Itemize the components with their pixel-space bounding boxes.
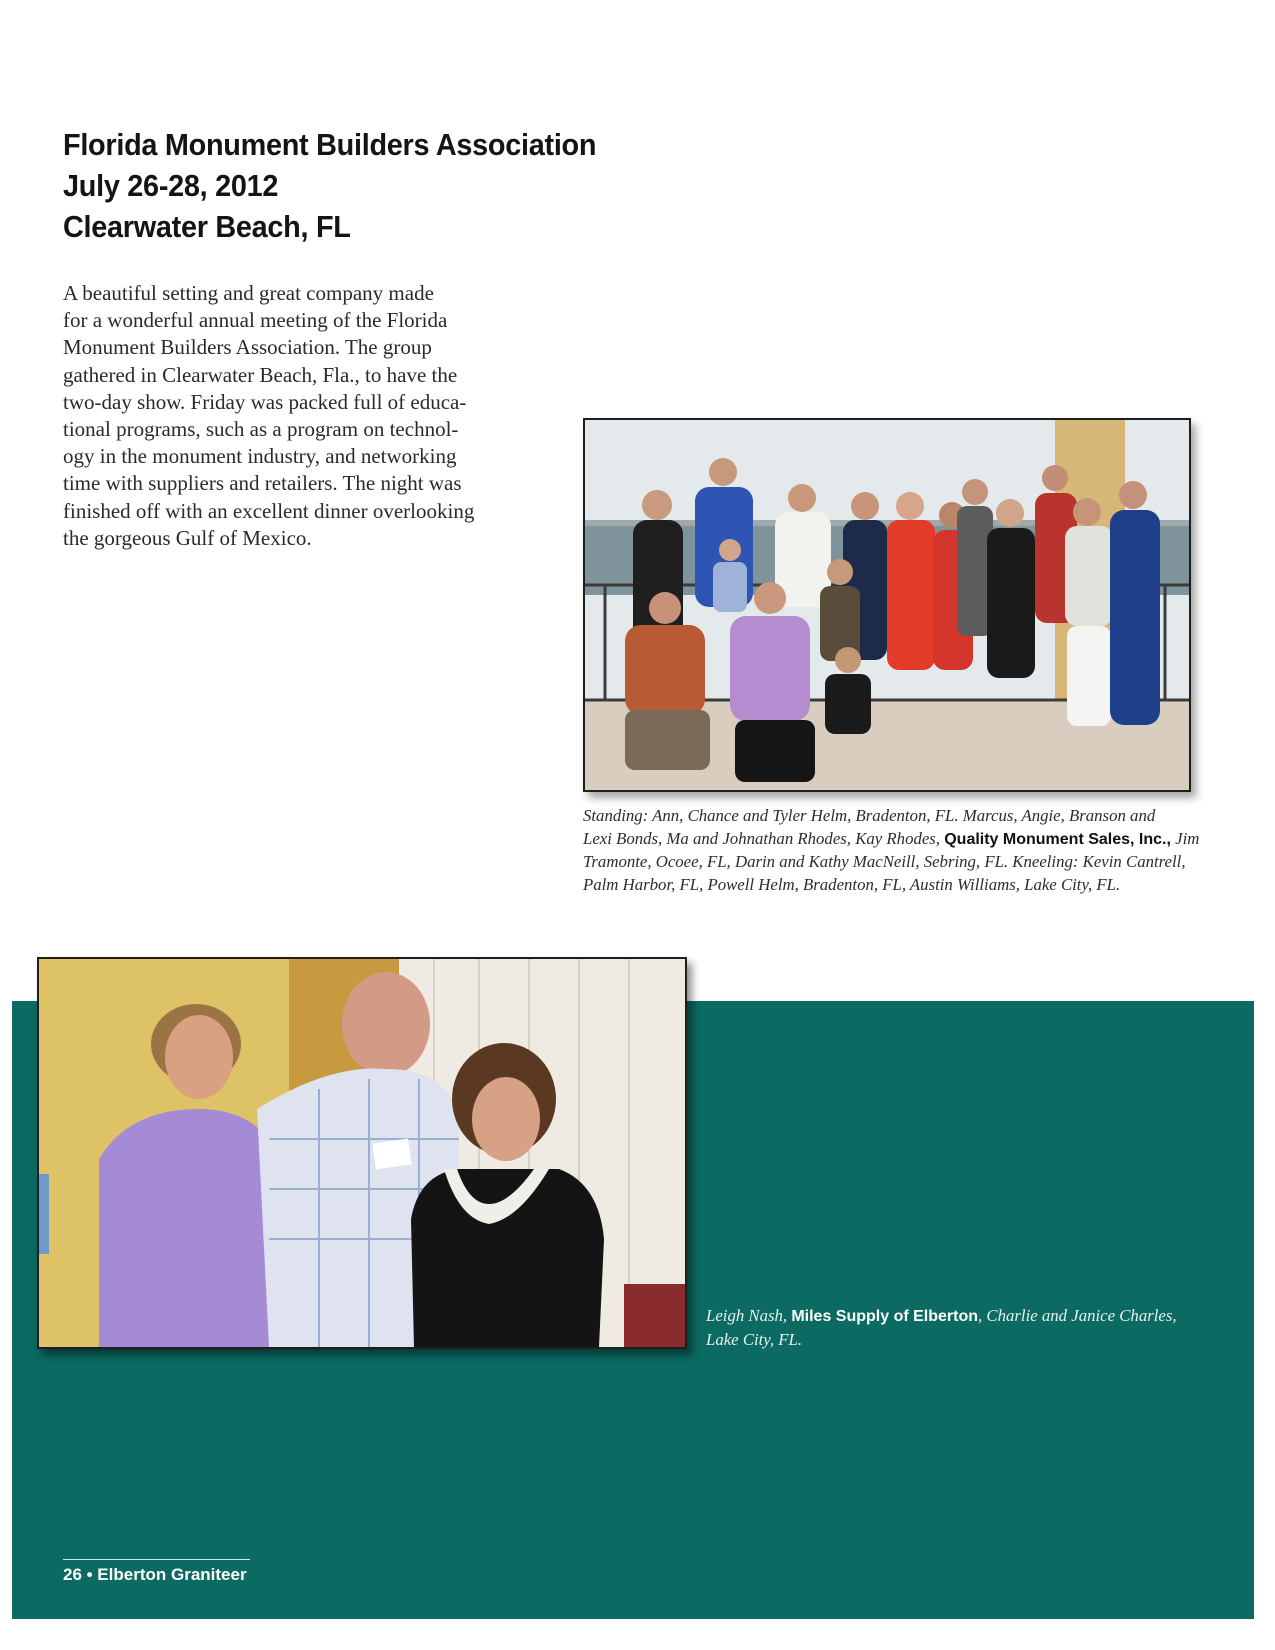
heading-line-org: Florida Monument Builders Association	[63, 127, 597, 162]
article-heading	[63, 124, 640, 247]
caption-text: Jim	[1170, 828, 1200, 848]
caption-line: Standing: Ann, Chance and Tyler Helm, Bradenton, FL. Marcus, Angie, Branson and	[583, 806, 1156, 825]
intro-line: A beautiful setting and great company made	[63, 281, 434, 305]
caption-line: Palm Harbor, FL, Powell Helm, Bradenton, FL, Austin Williams, Lake City, FL.	[583, 874, 1121, 894]
intro-line: ogy in the monument industry, and networking	[63, 444, 457, 469]
caption-line: Lake City, FL.	[706, 1329, 803, 1349]
group-photo	[583, 418, 1191, 792]
trio-photo	[37, 957, 687, 1349]
intro-line: Monument Builders Association. The group	[63, 335, 432, 360]
caption-line	[706, 1305, 1226, 1329]
caption-line	[583, 828, 1223, 852]
intro-line: the gorgeous Gulf of Mexico.	[63, 525, 312, 550]
footer-rule	[63, 1559, 250, 1560]
intro-line: time with suppliers and retailers. The night was	[63, 471, 462, 496]
intro-line: tional programs, such as a program on technol-	[63, 417, 459, 442]
caption-line: Tramonte, Ocoee, FL, Darin and Kathy MacNeill, Sebring, FL. Kneeling: Kevin Cantrell,	[583, 852, 1186, 871]
intro-paragraph	[63, 280, 513, 552]
heading-line-location: Clearwater Beach, FL	[63, 209, 351, 244]
caption-text: Lexi Bonds, Ma and Johnathan Rhodes, Kay Rhodes,	[583, 828, 945, 848]
page-footer: 26 • Elberton Graniteer	[63, 1565, 247, 1584]
intro-line: finished off with an excellent dinner overlooking	[63, 498, 475, 523]
group-photo-caption	[583, 805, 1223, 896]
intro-line: two-day show. Friday was packed full of educa-	[63, 389, 467, 414]
caption-text: Leigh Nash,	[706, 1306, 792, 1325]
trio-photo-caption	[706, 1305, 1226, 1351]
company-name: Quality Monument Sales, Inc.,	[944, 830, 1171, 848]
intro-line: gathered in Clearwater Beach, Fla., to have the	[63, 362, 458, 387]
company-name: Miles Supply of Elberton	[791, 1308, 979, 1325]
caption-text: , Charlie and Janice Charles,	[978, 1306, 1177, 1325]
intro-line: for a wonderful annual meeting of the Florida	[63, 308, 448, 333]
heading-line-date: July 26-28, 2012	[63, 168, 279, 203]
